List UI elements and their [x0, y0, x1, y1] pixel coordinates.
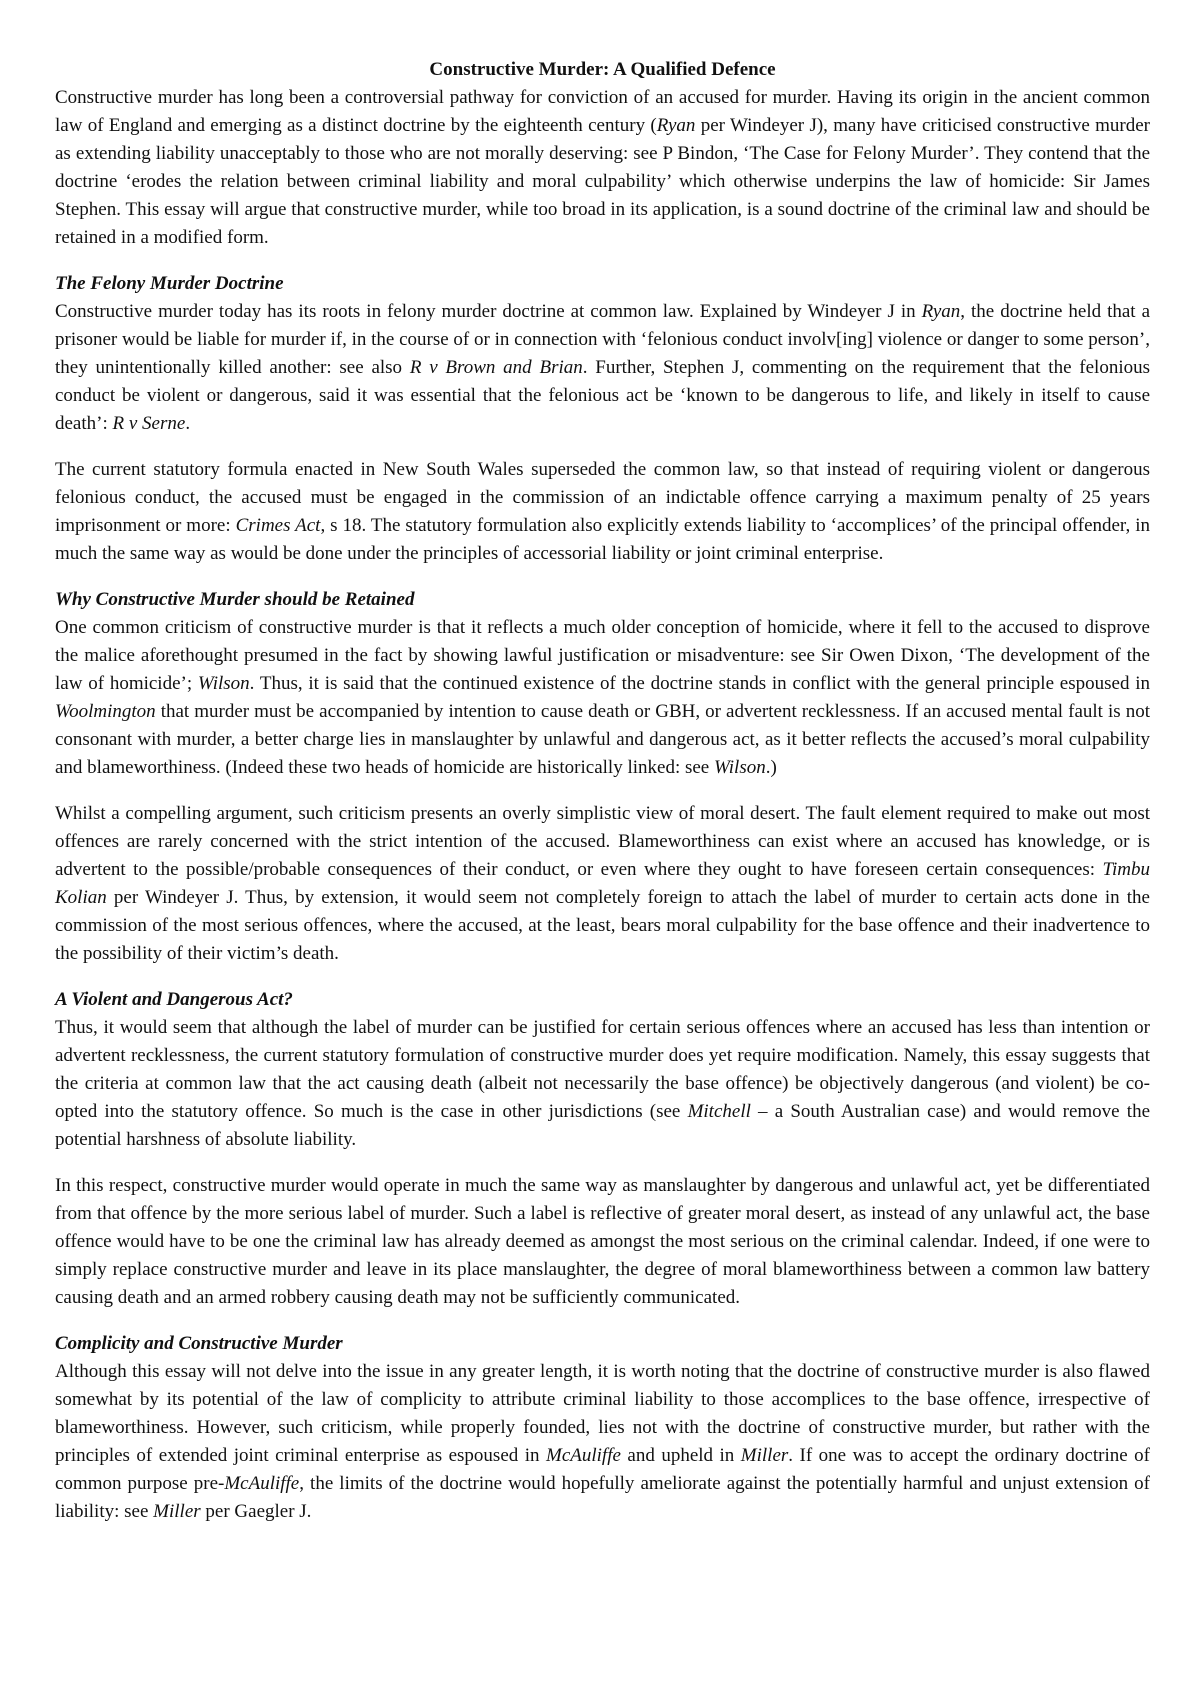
- paragraph: [55, 1358, 1150, 1526]
- text-run: . Thus, it is said that the continued existence of the doctrine stands in conflict with the general principle espoused in: [249, 673, 1151, 694]
- paragraph: [55, 614, 1150, 782]
- text-run: , the limits of the doctrine would hopefully ameliorate against the potentially harmful and unjust extension of liability: see: [55, 1473, 1150, 1522]
- case-citation: Miller: [153, 1501, 201, 1522]
- text-run: per Windeyer J. Thus, by extension, it would seem not completely foreign to attach the label of murder to certain acts done in the commission of the most serious offences, where the accused, at the least, bears moral culpability for the base offence and their inadvertence to the possibility of their victim’s death.: [55, 887, 1150, 964]
- section: [55, 586, 1150, 968]
- paragraph: [55, 84, 1150, 252]
- paragraph: [55, 1172, 1150, 1312]
- paragraph: [55, 298, 1150, 438]
- case-citation: R v Serne: [112, 413, 186, 434]
- case-citation: Timbu Kolian: [55, 859, 1150, 908]
- case-citation: McAuliffe: [546, 1445, 621, 1466]
- case-citation: Miller: [740, 1445, 789, 1466]
- document-body: [55, 84, 1150, 1526]
- text-run: .): [765, 757, 777, 778]
- section: [55, 84, 1150, 252]
- case-citation: Woolmington: [55, 701, 156, 722]
- text-run: Constructive murder today has its roots in felony murder doctrine at common law. Explained by Windeyer J in: [55, 301, 922, 322]
- text-run: In this respect, constructive murder would operate in much the same way as manslaughter by dangerous and unlawful act, yet be differentiated from that offence by the more serious label of murder. Such a label is reflective of greater moral desert, as instead of any unlawful act, the base offence would have to be one the criminal law has already deemed as amongst the most serious on the criminal calendar. Indeed, if one were to simply replace constructive murder and leave in its place manslaughter, the degree of moral blameworthiness between a common law battery causing death and an armed robbery causing death may not be sufficiently communicated.: [55, 1175, 1150, 1308]
- section-heading: A Violent and Dangerous Act?: [55, 989, 293, 1010]
- text-run: . Further, Stephen J, commenting on the requirement that the felonious conduct be violent or dangerous, said it was essential that the felonious act be ‘known to be dangerous to life, and likely in itself to cause death’:: [55, 357, 1150, 434]
- section-heading: The Felony Murder Doctrine: [55, 273, 284, 294]
- case-citation: Mitchell: [687, 1101, 751, 1122]
- case-citation: Ryan: [921, 301, 961, 322]
- text-run: Although this essay will not delve into the issue in any greater length, it is worth noting that the doctrine of constructive murder is also flawed somewhat by its potential of the law of complicity to attribute criminal liability to those accomplices to the base offence, irrespective of blameworthiness. However, such criticism, while properly founded, lies not with the doctrine of constructive murder, but rather with the principles of extended joint criminal enterprise as espoused in: [55, 1361, 1150, 1466]
- case-citation: Ryan: [656, 115, 696, 136]
- text-run: and upheld in: [620, 1445, 741, 1466]
- text-run: – a South Australian case) and would remove the potential harshness of absolute liability.: [55, 1101, 1151, 1150]
- text-run: per Gaegler J.: [200, 1501, 312, 1522]
- text-run: .: [185, 413, 191, 434]
- text-run: Whilst a compelling argument, such criticism presents an overly simplistic view of moral desert. The fault element required to make out most offences are rarely concerned with the strict intention of the accused. Blameworthiness can exist where an accused has knowledge, or is advertent to the possible/probable consequences of their conduct, or even where they ought to have foreseen certain consequences:: [55, 803, 1150, 880]
- text-run: . If one was to accept the ordinary doctrine of common purpose pre-: [55, 1445, 1150, 1494]
- text-run: , the doctrine held that a prisoner would be liable for murder if, in the course of or in connection with ‘felonious conduct involv[ing] violence or danger to some person’, they unintentionally killed another: see also: [55, 301, 1150, 378]
- text-run: Thus, it would seem that although the label of murder can be justified for certain serious offences where an accused has less than intention or advertent recklessness, the current statutory formulation of constructive murder does yet require modification. Namely, this essay suggests that the criteria at common law that the act causing death (albeit not necessarily the base offence) be objectively dangerous (and violent) be co-opted into the statutory offence. So much is the case in other jurisdictions (see: [55, 1017, 1150, 1122]
- text-run: , s 18. The statutory formulation also explicitly extends liability to ‘accomplices’ of the principal offender, in much the same way as would be done under the principles of accessorial liability or joint criminal enterprise.: [55, 515, 1150, 564]
- paragraph: [55, 456, 1150, 568]
- section: [55, 986, 1150, 1312]
- section-heading: Complicity and Constructive Murder: [55, 1333, 343, 1354]
- paragraph: [55, 800, 1150, 968]
- section: [55, 1330, 1150, 1526]
- case-citation: Crimes Act: [235, 515, 321, 536]
- text-run: per Windeyer J), many have criticised constructive murder as extending liability unacceptably to those who are not morally deserving: see P Bindon, ‘The Case for Felony Murder’. They contend that the doctrine ‘erodes the relation between criminal liability and moral culpability’ which otherwise underpins the law of homicide: Sir James Stephen. This essay will argue that constructive murder, while too broad in its application, is a sound doctrine of the criminal law and should be retained in a modified form.: [55, 115, 1150, 248]
- case-citation: Wilson: [714, 757, 766, 778]
- text-run: that murder must be accompanied by intention to cause death or GBH, or advertent recklessness. If an accused mental fault is not consonant with murder, a better charge lies in manslaughter by unlawful and dangerous act, as it better reflects the accused’s moral culpability and blameworthiness. (Indeed these two heads of homicide are historically linked: see: [55, 701, 1150, 778]
- text-run: The current statutory formula enacted in New South Wales superseded the common law, so that instead of requiring violent or dangerous felonious conduct, the accused must be engaged in the commission of an indictable offence carrying a maximum penalty of 25 years imprisonment or more:: [55, 459, 1150, 536]
- text-run: One common criticism of constructive murder is that it reflects a much older conception of homicide, where it fell to the accused to disprove the malice aforethought presumed in the fact by showing lawful justification or misadventure: see Sir Owen Dixon, ‘The development of the law of homicide’;: [55, 617, 1150, 694]
- case-citation: McAuliffe: [224, 1473, 300, 1494]
- section: [55, 270, 1150, 568]
- paragraph: [55, 1014, 1150, 1154]
- document-title: Constructive Murder: A Qualified Defence: [429, 59, 776, 80]
- case-citation: Wilson: [197, 673, 250, 694]
- case-citation: R v Brown and Brian: [409, 357, 583, 378]
- section-heading: Why Constructive Murder should be Retained: [55, 589, 415, 610]
- text-run: Constructive murder has long been a controversial pathway for conviction of an accused for murder. Having its origin in the ancient common law of England and emerging as a distinct doctrine by the eighteenth century (: [55, 87, 1150, 136]
